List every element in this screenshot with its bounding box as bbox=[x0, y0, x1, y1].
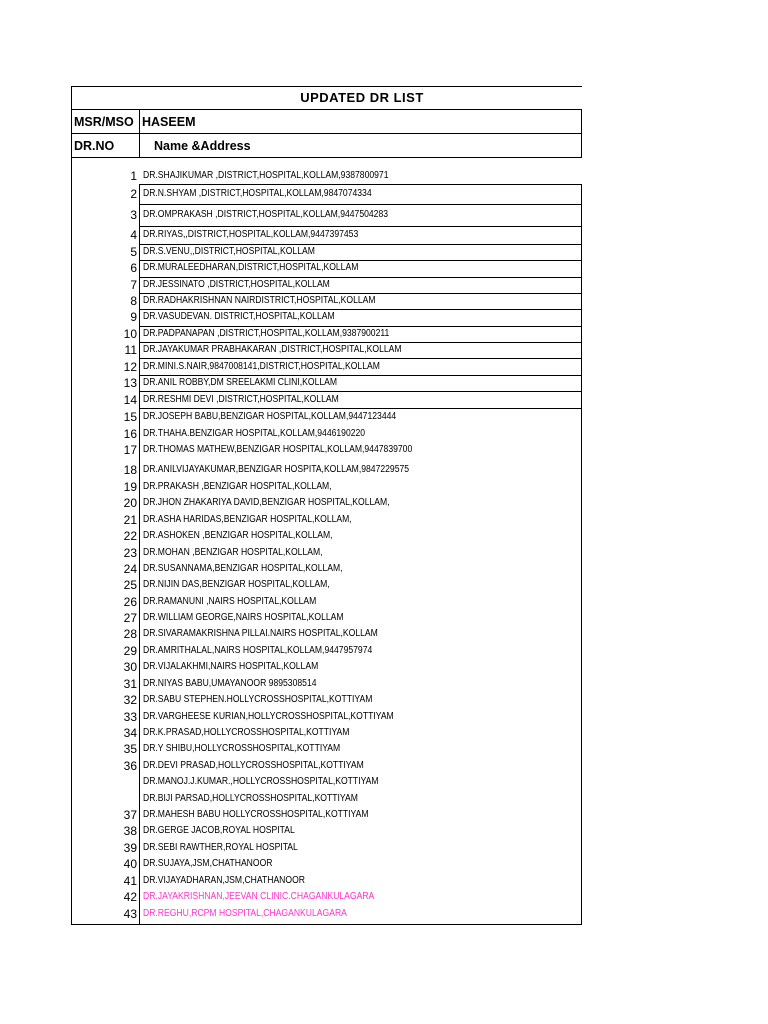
bottom-border bbox=[71, 924, 582, 925]
row-name-address: DR.MANOJ.J.KUMAR.,HOLLYCROSSHOSPITAL,KOTTIYAM bbox=[143, 776, 379, 787]
row-border bbox=[139, 204, 582, 205]
row-name-address: DR.VIJALAKHMI,NAIRS HOSPITAL,KOLLAM bbox=[143, 661, 319, 672]
row-name-address: DR.THOMAS MATHEW,BENZIGAR HOSPITAL,KOLLAM,9447839700 bbox=[143, 444, 413, 455]
row-name-address: DR.GERGE JACOB,ROYAL HOSPITAL bbox=[143, 825, 295, 836]
row-name-address: DR.MAHESH BABU HOLLYCROSSHOSPITAL,KOTTIYAM bbox=[143, 809, 369, 820]
header-row-bottom-border bbox=[71, 157, 582, 158]
row-number: 11 bbox=[124, 343, 137, 357]
row-number: 24 bbox=[123, 562, 137, 576]
header-right-border bbox=[581, 109, 582, 157]
row-number: 27 bbox=[123, 611, 137, 625]
row-border bbox=[139, 244, 582, 245]
row-number: 6 bbox=[130, 261, 137, 275]
row-border bbox=[139, 342, 582, 343]
row-name-address: DR.RAMANUNI ,NAIRS HOSPITAL,KOLLAM bbox=[143, 596, 317, 607]
row-number: 20 bbox=[123, 496, 137, 510]
row-border bbox=[139, 358, 582, 359]
name-address-header: Name &Address bbox=[154, 139, 251, 153]
row-number: 25 bbox=[123, 578, 137, 592]
row-number: 13 bbox=[123, 376, 137, 390]
row-number: 1 bbox=[130, 169, 137, 183]
row-name-address: DR.REGHU,RCPM HOSPITAL,CHAGANKULAGARA bbox=[143, 908, 347, 919]
row-name-address: DR.PADPANAPAN ,DISTRICT,HOSPITAL,KOLLAM,9387900211 bbox=[143, 328, 390, 339]
row-name-address: DR.RESHMI DEVI ,DISTRICT,HOSPITAL,KOLLAM bbox=[143, 394, 339, 405]
row-number: 39 bbox=[123, 841, 137, 855]
row-number: 17 bbox=[123, 443, 137, 457]
sheet-title: UPDATED DR LIST bbox=[300, 90, 424, 105]
row-name-address: DR.AMRITHALAL,NAIRS HOSPITAL,KOLLAM,9447957974 bbox=[143, 645, 373, 656]
row-number: 19 bbox=[123, 480, 137, 494]
row-number: 9 bbox=[130, 310, 137, 324]
row-name-address: DR.NIYAS BABU,UMAYANOOR 9895308514 bbox=[143, 678, 317, 689]
row-name-address: DR.VIJAYADHARAN,JSM,CHATHANOOR bbox=[143, 875, 305, 886]
row-number: 8 bbox=[130, 294, 137, 308]
row-name-address: DR.SEBI RAWTHER,ROYAL HOSPITAL bbox=[143, 842, 298, 853]
number-column-border bbox=[139, 109, 140, 157]
row-number: 3 bbox=[130, 208, 137, 222]
row-number: 23 bbox=[123, 546, 137, 560]
row-border bbox=[139, 260, 582, 261]
row-name-address: DR.Y SHIBU,HOLLYCROSSHOSPITAL,KOTTIYAM bbox=[143, 743, 341, 754]
row-name-address: DR.NIJIN DAS,BENZIGAR HOSPITAL,KOLLAM, bbox=[143, 579, 330, 590]
row-name-address: DR.THAHA.BENZIGAR HOSPITAL,KOLLAM,9446190220 bbox=[143, 428, 366, 439]
row-number: 42 bbox=[123, 890, 137, 904]
row-number: 34 bbox=[123, 726, 137, 740]
row-name-address: DR.MOHAN ,BENZIGAR HOSPITAL,KOLLAM, bbox=[143, 547, 323, 558]
row-number: 2 bbox=[130, 187, 137, 201]
msr-name: HASEEM bbox=[142, 115, 196, 129]
row-name-address: DR.MURALEEDHARAN,DISTRICT,HOSPITAL,KOLLAM bbox=[143, 262, 359, 273]
row-name-address: DR.VARGHEESE KURIAN,HOLLYCROSSHOSPITAL,KOTTIYAM bbox=[143, 711, 394, 722]
row-number: 33 bbox=[123, 710, 137, 724]
row-name-address: DR.ANIL ROBBY,DM SREELAKMI CLINI,KOLLAM bbox=[143, 377, 338, 388]
title-bottom-border bbox=[71, 109, 582, 110]
row-number: 16 bbox=[123, 427, 137, 441]
row-number: 43 bbox=[123, 907, 137, 921]
row-number: 37 bbox=[123, 808, 137, 822]
row-number: 22 bbox=[123, 529, 137, 543]
row-name-address: DR.SABU STEPHEN.HOLLYCROSSHOSPITAL,KOTTIYAM bbox=[143, 694, 373, 705]
row-number: 38 bbox=[123, 824, 137, 838]
row-number: 12 bbox=[123, 360, 137, 374]
row-name-address: DR.JOSEPH BABU,BENZIGAR HOSPITAL,KOLLAM,9447123444 bbox=[143, 411, 397, 422]
row-border bbox=[139, 293, 582, 294]
row-number: 4 bbox=[130, 228, 137, 242]
row-border bbox=[139, 408, 582, 409]
row-number: 35 bbox=[123, 742, 137, 756]
row-name-address: DR.SUSANNAMA,BENZIGAR HOSPITAL,KOLLAM, bbox=[143, 563, 343, 574]
row-number: 32 bbox=[123, 693, 137, 707]
row-name-address: DR.JHON ZHAKARIYA DAVID,BENZIGAR HOSPITAL,KOLLAM, bbox=[143, 497, 390, 508]
row-border bbox=[139, 277, 582, 278]
row-name-address: DR.OMPRAKASH ,DISTRICT,HOSPITAL,KOLLAM,9447504283 bbox=[143, 209, 389, 220]
row-border bbox=[139, 326, 582, 327]
row-number: 41 bbox=[123, 874, 137, 888]
row-number: 18 bbox=[123, 463, 137, 477]
row-number: 40 bbox=[123, 857, 137, 871]
top-border bbox=[71, 86, 582, 87]
row-number: 7 bbox=[130, 278, 137, 292]
row-name-address: DR.ASHA HARIDAS,BENZIGAR HOSPITAL,KOLLAM, bbox=[143, 514, 352, 525]
row-number: 10 bbox=[123, 327, 137, 341]
row-name-address: DR.SUJAYA,JSM,CHATHANOOR bbox=[143, 858, 273, 869]
row-name-address: DR.MINI.S.NAIR,9847008141,DISTRICT,HOSPITAL,KOLLAM bbox=[143, 361, 380, 372]
row-border bbox=[139, 391, 582, 392]
row-number: 26 bbox=[123, 595, 137, 609]
row-number: 28 bbox=[123, 627, 137, 641]
row-number: 31 bbox=[123, 677, 137, 691]
row-number: 36 bbox=[123, 759, 137, 773]
row-border bbox=[139, 184, 582, 185]
row-border bbox=[139, 309, 582, 310]
row-name-address: DR.ANILVIJAYAKUMAR,BENZIGAR HOSPITA,KOLLAM,9847229575 bbox=[143, 464, 410, 475]
row-number: 29 bbox=[123, 644, 137, 658]
row-name-address: DR.SHAJIKUMAR ,DISTRICT,HOSPITAL,KOLLAM,9387800971 bbox=[143, 170, 389, 181]
row-name-address: DR.PRAKASH ,BENZIGAR HOSPITAL,KOLLAM, bbox=[143, 481, 332, 492]
number-column-divider bbox=[139, 184, 140, 925]
row-name-address: DR.RIYAS,,DISTRICT,HOSPITAL,KOLLAM,9447397453 bbox=[143, 229, 359, 240]
row-name-address: DR.BIJI PARSAD,HOLLYCROSSHOSPITAL,KOTTIYAM bbox=[143, 793, 358, 804]
row-name-address: DR.ASHOKEN ,BENZIGAR HOSPITAL,KOLLAM, bbox=[143, 530, 333, 541]
row-number: 14 bbox=[123, 393, 137, 407]
row-name-address: DR.WILLIAM GEORGE,NAIRS HOSPITAL,KOLLAM bbox=[143, 612, 344, 623]
row-name-address: DR.JAYAKUMAR PRABHAKARAN ,DISTRICT,HOSPITAL,KOLLAM bbox=[143, 344, 402, 355]
row-name-address: DR.VASUDEVAN. DISTRICT,HOSPITAL,KOLLAM bbox=[143, 311, 335, 322]
row-name-address: DR.JESSINATO ,DISTRICT,HOSPITAL,KOLLAM bbox=[143, 279, 330, 290]
row-name-address: DR.S.VENU,,DISTRICT,HOSPITAL,KOLLAM bbox=[143, 246, 315, 257]
msr-label: MSR/MSO bbox=[74, 115, 134, 129]
row-number: 5 bbox=[130, 245, 137, 259]
row-name-address: DR.SIVARAMAKRISHNA PILLAI.NAIRS HOSPITAL,KOLLAM bbox=[143, 628, 378, 639]
row-name-address: DR.JAYAKRISHNAN,JEEVAN CLINIC.CHAGANKULAGARA bbox=[143, 891, 375, 902]
row-name-address: DR.K.PRASAD,HOLLYCROSSHOSPITAL,KOTTIYAM bbox=[143, 727, 350, 738]
body-right-border bbox=[581, 184, 582, 925]
row-border bbox=[139, 375, 582, 376]
msr-row-bottom-border bbox=[71, 133, 582, 134]
row-name-address: DR.RADHAKRISHNAN NAIRDISTRICT,HOSPITAL,KOLLAM bbox=[143, 295, 376, 306]
row-number: 15 bbox=[123, 410, 137, 424]
row-number: 21 bbox=[123, 513, 137, 527]
row-number: 30 bbox=[123, 660, 137, 674]
drno-header: DR.NO bbox=[74, 139, 115, 153]
row-border bbox=[139, 226, 582, 227]
row-name-address: DR.DEVI PRASAD,HOLLYCROSSHOSPITAL,KOTTIYAM bbox=[143, 760, 364, 771]
row-name-address: DR.N.SHYAM ,DISTRICT,HOSPITAL,KOLLAM,9847074334 bbox=[143, 188, 372, 199]
